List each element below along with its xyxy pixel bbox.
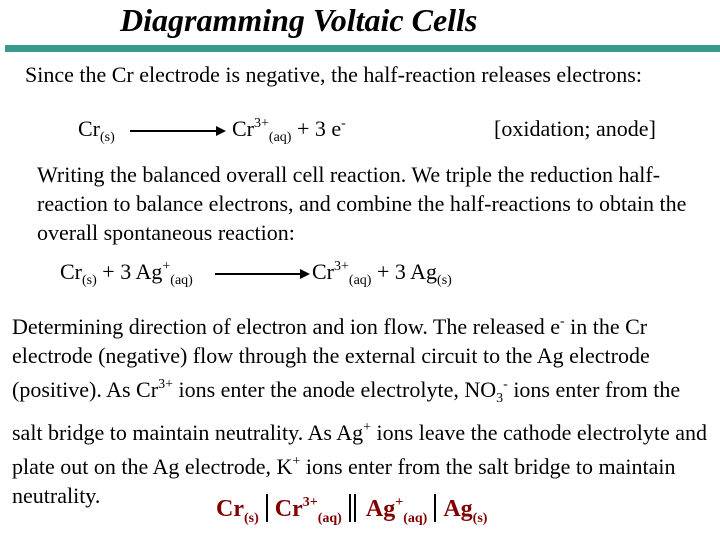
overall-intro-paragraph: Writing the balanced overall cell reaction. We triple the reduction half-reaction to balance electrons, and combine the half-reactions to obtain the overall spontaneous reaction: [37, 162, 687, 245]
salt-bridge-double-bar [349, 494, 359, 529]
phase-boundary-bar [434, 494, 436, 522]
oxidation-products: $Cr^{3+}_{(aq)} + 3$ e- [232, 116, 346, 145]
oxidation-arrow-head [216, 126, 226, 136]
overall-products: $Cr^{3+}_{(aq)} + 3$ $Ag_{(s)}$ [312, 259, 452, 288]
phase-boundary-bar [266, 494, 268, 522]
cell-notation: $Cr_{(s)}$ $Cr^{3+}_{(aq)}$ $Ag^+_{(aq)}$ $Ag_{(s)}$ [216, 494, 487, 529]
oxidation-label: [oxidation; anode] [494, 116, 656, 141]
flow-paragraph: Determining direction of electron and ion flow. The released e- in the Cr electrode (negative) flow through the external circuit to the Ag electrode (positive). As $Cr^{3+}$ ions enter the anode electrolyte, $NO_3^-$ ions enter from the salt bridge to maintain neutrality. As Ag+ ions leave the cathode electrolyte and plate out on the Ag electrode, K+ ions enter from the salt bridge to maintain neutrality. [12, 314, 708, 508]
oxidation-arrow [130, 130, 218, 132]
overall-arrow-head [300, 269, 310, 279]
title-divider [5, 45, 720, 52]
overall-reactants: $Cr_{(s)} + 3$ $Ag^+_{(aq)}$ [60, 259, 193, 288]
page-title: Diagramming Voltaic Cells [120, 2, 478, 38]
overall-arrow [215, 273, 303, 275]
oxidation-reactant: $Cr_{(s)}$ [78, 116, 115, 145]
intro-text: Since the Cr electrode is negative, the half-reaction releases electrons: [25, 62, 642, 87]
